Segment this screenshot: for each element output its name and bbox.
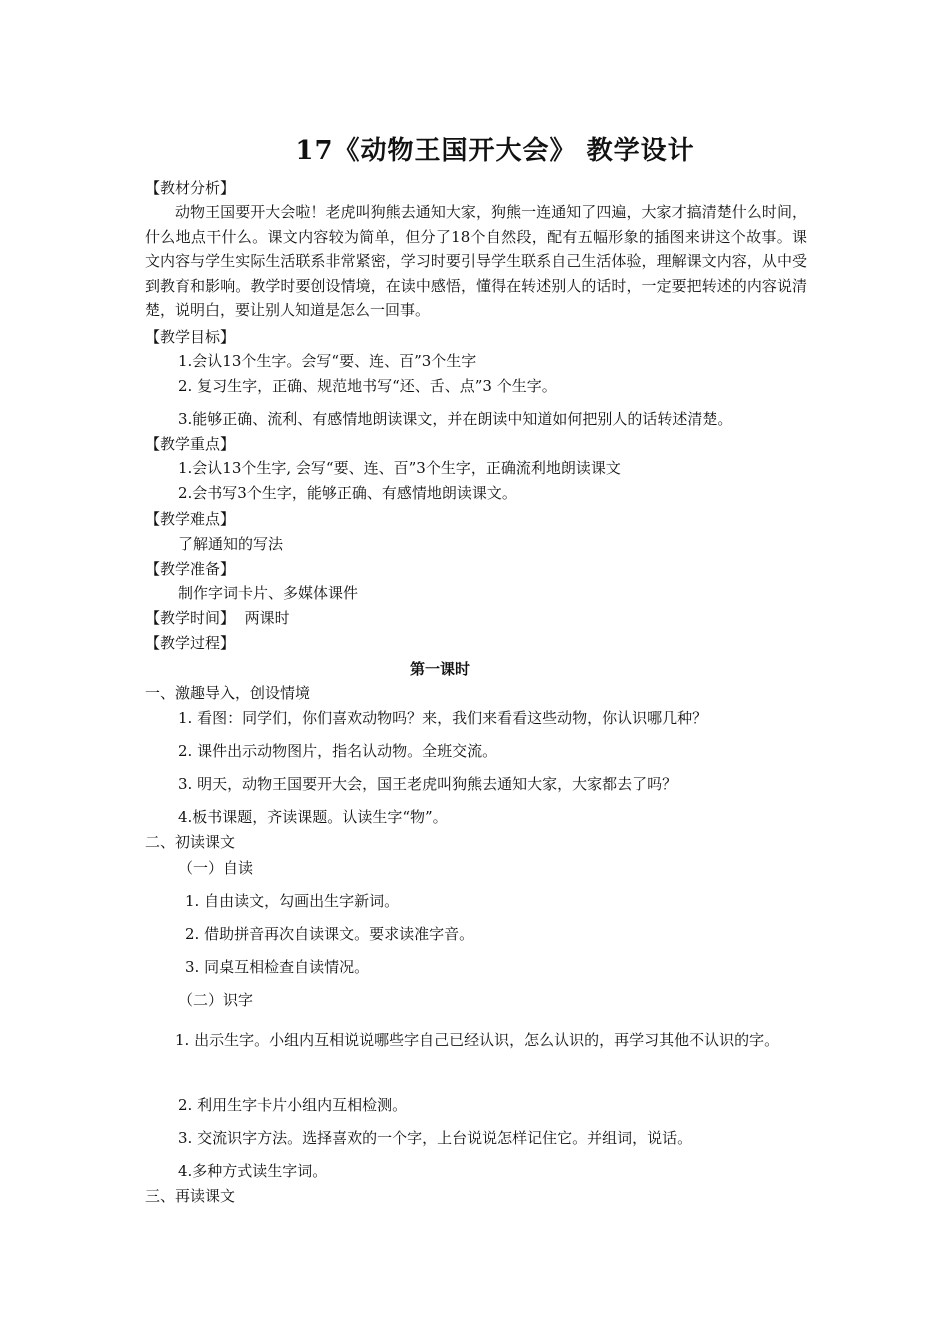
subsection-self-reading: （一）自读 [178,859,254,877]
section-three-title: 三、再读课文 [145,1187,236,1205]
lesson-one-heading: 第一课时 [409,660,470,678]
time-value: 两课时 [244,609,290,627]
self-reading-item: 2. 借助拼音再次自读课文。要求读准字音。 [185,925,475,943]
goal-item: 1.会认13个生字。会写“要、连、百”3个生字 [178,352,477,370]
section-one-item: 2. 课件出示动物图片，指名认动物。全班交流。 [178,742,498,760]
self-reading-item: 3. 同桌互相检查自读情况。 [185,958,370,976]
goal-item: 3.能够正确、流利、有感情地朗读课文，并在朗读中知道如何把别人的话转述清楚。 [178,410,733,428]
section-one-item: 3. 明天，动物王国要开大会，国王老虎叫狗熊去通知大家，大家都去了吗？ [178,775,678,793]
difficulty-text: 了解通知的写法 [178,535,284,553]
section-one-title: 一、激趣导入，创设情境 [145,684,311,702]
section-one-item: 4.板书课题，齐读课题。认读生字“物”。 [178,808,448,826]
literacy-item: 3. 交流识字方法。选择喜欢的一个字，上台说说怎样记住它。并组词，说话。 [178,1129,693,1147]
focus-item: 2.会书写3个生字，能够正确、有感情地朗读课文。 [178,484,517,502]
heading-analysis: 【教材分析】 [145,179,236,197]
section-one-item: 1. 看图：同学们，你们喜欢动物吗？来，我们来看看这些动物，你认识哪几种？ [178,709,708,727]
analysis-paragraph: 动物王国要开大会啦！老虎叫狗熊去通知大家，狗熊一连通知了四遍，大家才搞清楚什么时间，什么地点干什么。课文内容较为简单，但分了18个自然段，配有五幅形象的插图来讲这个故事。课文内容与学生实际生活联系非常紧密，学习时要引导学生联系自己生活体验，理解课文内容，从中受到教育和影响。教学时要创设情境，在读中感悟，懂得在转述别人的话时，一定要把转述的内容说清楚，说明白，要让别人知道是怎么一回事。 [145,203,807,319]
heading-difficulty: 【教学难点】 [145,510,236,528]
literacy-item: 4.多种方式读生字词。 [178,1162,328,1180]
heading-time: 【教学时间】 [145,609,236,627]
heading-goals: 【教学目标】 [145,328,236,346]
document-title: 17《动物王国开大会》 教学设计 [295,136,695,166]
goal-item: 2. 复习生字，正确、规范地书写“还、舌、点”3 个生字。 [178,377,557,395]
time-row [145,606,810,630]
self-reading-item: 1. 自由读文，勾画出生字新词。 [185,892,400,910]
heading-process: 【教学过程】 [145,634,236,652]
heading-prep: 【教学准备】 [145,560,236,578]
literacy-item: 2. 利用生字卡片小组内互相检测。 [178,1096,408,1114]
subsection-literacy: （二）识字 [178,991,254,1009]
section-two-title: 二、初读课文 [145,833,236,851]
prep-text: 制作字词卡片、多媒体课件 [178,584,359,602]
heading-focus: 【教学重点】 [145,435,236,453]
focus-item: 1.会认13个生字, 会写“要、连、百”3个生字，正确流利地朗读课文 [178,459,621,477]
literacy-item: 1. 出示生字。小组内互相说说哪些字自己已经认识，怎么认识的，再学习其他不认识的字。 [175,1031,780,1049]
